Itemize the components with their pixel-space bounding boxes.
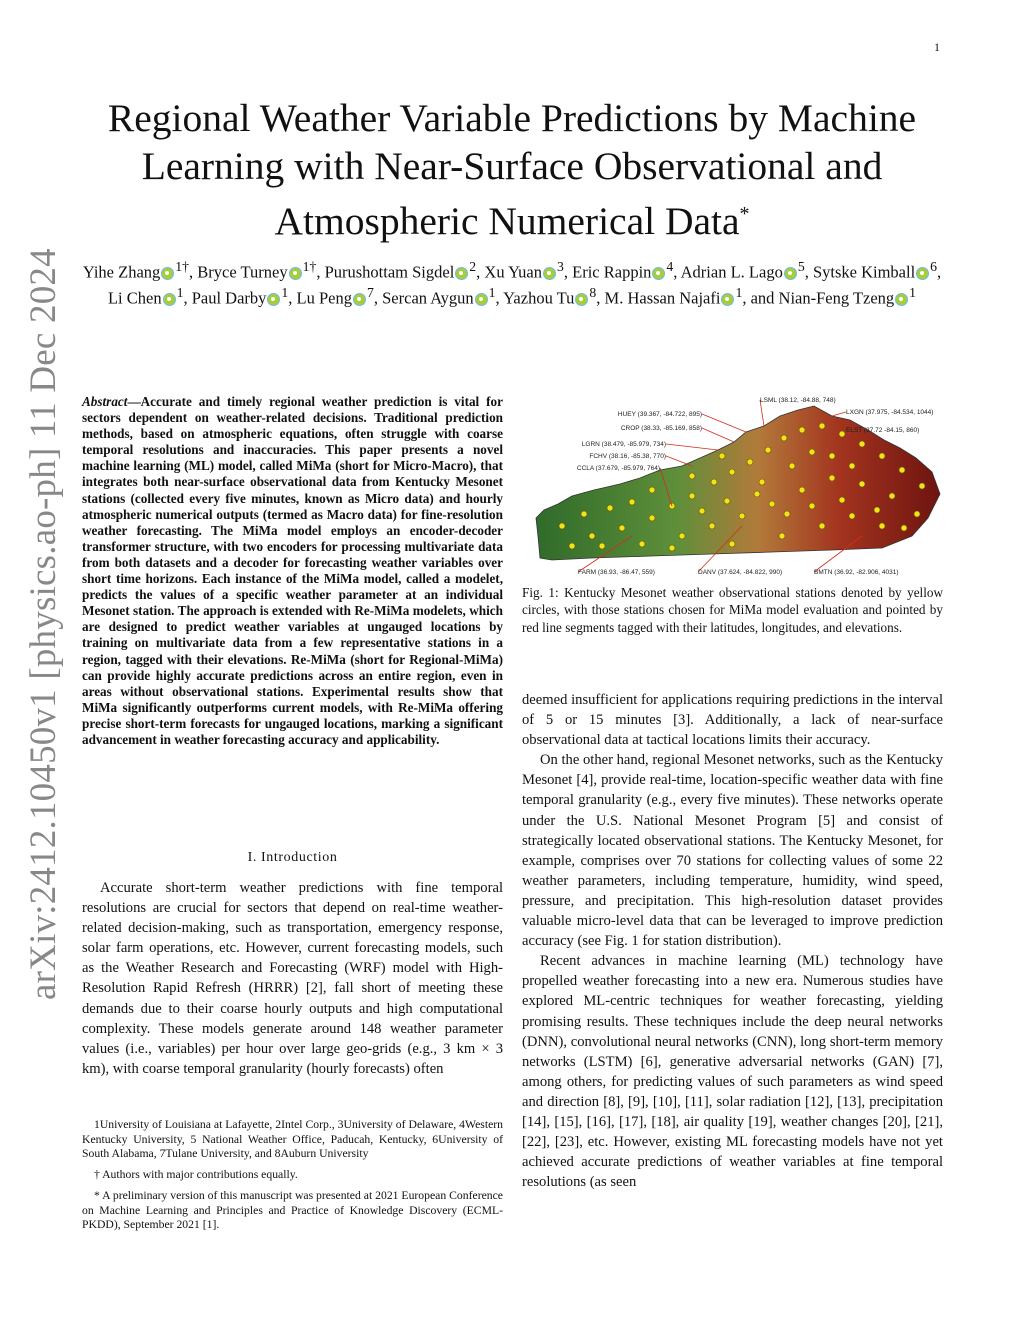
station-label: LGRN (38.479, -85.979, 734) <box>581 441 666 448</box>
station-dot <box>839 497 845 503</box>
footnotes <box>82 1118 503 1239</box>
orcid-icon[interactable] <box>916 267 929 280</box>
station-dot <box>569 543 575 549</box>
figure-caption: Fig. 1: Kentucky Mesonet weather observational stations denoted by yellow circles, with those stations chosen for MiMa model evaluation and pointed by red line segments tagged with their latitudes, longitudes, and elevations. <box>522 585 943 635</box>
station-dot <box>849 463 855 469</box>
author-name: Lu Peng <box>296 288 352 308</box>
intro-paragraph: Accurate short-term weather predictions with fine temporal resolutions are crucial for sectors that depend on real-time weather-related decision-making, such as transportation, emergency response, solar farm operations, etc. However, current forecasting models, such as the Weather Research and Forecasting (WRF) model with High-Resolution Rapid Refresh (HRRR) [2], fall short of meeting these demands due to their coarse hourly outputs and high computational complexity. These models generate around 148 weather parameter values (i.e., variables) per hour over large geo-grids (e.g., 3 km × 3 km), with coarse temporal granularity (hourly forecasts) often <box>82 880 503 1077</box>
station-dot <box>799 427 805 433</box>
station-label: LXGN (37.975, -84.534, 1044) <box>846 409 934 416</box>
orcid-icon[interactable] <box>895 293 908 306</box>
arxiv-identifier[interactable]: arXiv:2412.10450v1 [physics.ao-ph] 11 Dec 2024 <box>23 248 64 1000</box>
station-dot <box>809 503 815 509</box>
orcid-icon[interactable] <box>163 293 176 306</box>
station-dot <box>784 511 790 517</box>
station-dot <box>689 493 695 499</box>
author-affiliation: 1 <box>909 285 917 300</box>
author-affiliation: 1 <box>735 285 743 300</box>
author-name: Sytske Kimball <box>812 262 916 282</box>
station-dot <box>914 511 920 517</box>
author-affiliation: 1 <box>488 285 496 300</box>
station-dot <box>679 533 685 539</box>
station-dot <box>874 507 880 513</box>
author-name: Adrian L. Lago <box>680 262 783 282</box>
station-dot <box>581 511 587 517</box>
station-dot <box>901 525 907 531</box>
author-affiliation: 1† <box>175 259 190 274</box>
orcid-icon[interactable] <box>784 267 797 280</box>
station-dot <box>889 493 895 499</box>
orcid-icon[interactable] <box>543 267 556 280</box>
station-dot <box>781 435 787 441</box>
station-dot <box>689 473 695 479</box>
author-name: Eric Rappin <box>572 262 652 282</box>
kentucky-mesonet-map <box>532 386 944 578</box>
paper-title <box>80 94 944 245</box>
station-dot <box>559 523 565 529</box>
station-dot <box>709 523 715 529</box>
author-affiliation: 4 <box>666 259 674 274</box>
author-name: M. Hassan Najafi <box>604 288 721 308</box>
station-dot <box>639 541 645 547</box>
footnote-affiliations: 1University of Louisiana at Lafayette, 2Intel Corp., 3University of Delaware, 4Western Kentucky University, 5 National Weather Office, Paducah, Kentucky, 6University of South Alabama, 7Tulane University, and 8Auburn University <box>82 1118 503 1161</box>
station-dot <box>789 463 795 469</box>
author-affiliation: 6 <box>930 259 938 274</box>
author-name: Paul Darby <box>191 288 267 308</box>
station-dot <box>769 501 775 507</box>
station-label: FARM (36.93, -86.47, 559) <box>578 569 655 576</box>
introduction-body <box>82 878 503 1079</box>
station-label: ELST (37.72 -84.15, 860) <box>846 427 920 434</box>
footnote-equal-contribution: † Authors with major contributions equally. <box>94 1168 298 1182</box>
station-dot <box>599 543 605 549</box>
station-label: DANV (37.624, -84.822, 990) <box>698 569 783 576</box>
author-affiliation: 8 <box>589 285 597 300</box>
station-label: LSML (38.12, -84.88, 748) <box>760 397 836 404</box>
station-dot <box>809 449 815 455</box>
station-dot <box>669 545 675 551</box>
station-callout-line <box>702 414 746 432</box>
author-affiliation: 2 <box>469 259 477 274</box>
station-dot <box>799 487 805 493</box>
station-dot <box>649 515 655 521</box>
station-dot <box>711 479 717 485</box>
station-dot <box>849 513 855 519</box>
footnote-preliminary: * A preliminary version of this manuscript was presented at 2021 European Conference on Machine Learning and Principles and Practice of Knowledge Discovery (ECML-PKDD), September 2021 [1]. <box>82 1188 503 1232</box>
station-dot <box>819 523 825 529</box>
author-name: Yihe Zhang <box>82 262 161 282</box>
author-name: Sercan Aygun <box>382 288 474 308</box>
abstract <box>82 394 503 748</box>
station-dot <box>607 505 613 511</box>
station-label: FCHV (38.16, -85.38, 770) <box>589 453 666 460</box>
station-dot <box>754 491 760 497</box>
station-dot <box>829 453 835 459</box>
station-dot <box>759 479 765 485</box>
abstract-text: —Accurate and timely regional weather prediction is vital for sectors dependent on weather-related decisions. Traditional prediction methods, based on atmospheric equations, often struggle with coarse temporal resolutions and inaccuracies. This paper presents a novel machine learning (ML) model, called MiMa (short for Micro-Macro), that integrates both near-surface observational data from Kentucky Mesonet stations (collected every five minutes, known as Micro data) and hourly atmospheric numerical outputs (termed as Macro data) for fine-resolution weather forecasting. The MiMa model employs an encoder-decoder transformer structure, with two encoders for processing multivariate data from both datasets and a decoder for forecasting weather variables over short time horizons. Each instance of the MiMa model, called a modelet, predicts the values of a specific weather parameter at an individual Mesonet station. The approach is extended with Re-MiMa modelets, which are designed to predict weather variables at ungauged locations by training on multivariate data from a few representative stations in a region, tagged with their elevations. Re-MiMa (short for Regional-MiMa) can provide highly accurate predictions across an entire region, even in areas without observational stations. Experimental results show that MiMa significantly outperforms current models, with Re-MiMa offering precise short-term forecasts for ungauged locations, marking a significant advancement in weather forecasting accuracy and applicability. <box>82 394 503 747</box>
station-dot <box>719 453 725 459</box>
author-name: Li Chen <box>107 288 162 308</box>
right-column-body <box>522 690 943 1192</box>
station-dot <box>859 441 865 447</box>
title-text: Regional Weather Variable Predictions by Machine Learning with Near-Surface Observational and Atmospheric Numerical Data <box>107 96 917 244</box>
station-dot <box>859 481 865 487</box>
author-affiliation: 1 <box>281 285 289 300</box>
author-affiliation: 1† <box>302 259 317 274</box>
station-dot <box>619 525 625 531</box>
station-dot <box>919 483 925 489</box>
author-affiliation: 7 <box>367 285 374 300</box>
orcid-icon[interactable] <box>267 293 280 306</box>
author-affiliation: 5 <box>797 259 805 274</box>
orcid-icon[interactable] <box>575 293 588 306</box>
kentucky-map-graphic <box>532 386 944 578</box>
author-name: Nian-Feng Tzeng <box>778 288 895 308</box>
orcid-icon[interactable] <box>353 293 366 306</box>
station-dot <box>629 499 635 505</box>
author-name: Xu Yuan <box>484 262 543 282</box>
page-number: 1 <box>934 40 940 54</box>
orcid-icon[interactable] <box>652 267 665 280</box>
station-label: CCLA (37.679, -85.979, 764) <box>576 465 660 472</box>
station-dot <box>819 423 825 429</box>
station-dot <box>589 533 595 539</box>
author-affiliation: 3 <box>557 259 564 274</box>
title-footnote-mark: * <box>739 203 750 225</box>
station-dot <box>649 487 655 493</box>
station-label: BMTN (36.92, -82.906, 4031) <box>814 569 899 576</box>
orcid-icon[interactable] <box>475 293 488 306</box>
orcid-icon[interactable] <box>455 267 468 280</box>
station-dot <box>829 475 835 481</box>
station-label: HUEY (39.367, -84.722, 895) <box>617 411 702 418</box>
station-callout-line <box>832 412 846 416</box>
author-affiliation: 1 <box>176 285 184 300</box>
station-dot <box>839 431 845 437</box>
paragraph-3: Recent advances in machine learning (ML) technology have propelled weather forecasting into a new era. Numerous studies have explored ML-centric techniques for weather forecasting, yielding promising results. These techniques include the deep neural networks (DNN), convolutional neural networks (CNN), long short-term memory networks (LSTM) [6], generative adversarial networks (GAN) [7], among others, for predicting values of such parameters as wind speed and direction [8], [9], [10], [11], solar radiation [12], [13], precipitation [14], [15], [16], [17], [18], air quality [19], weather changes [20], [21], [22], [23], etc. However, existing ML forecasting models have not yet achieved accurate predictions of weather variables at fine temporal resolutions (as seen <box>522 953 943 1191</box>
author-name: Purushottam Sigdel <box>324 262 455 282</box>
station-dot <box>724 498 730 504</box>
station-callout-line <box>702 428 734 442</box>
station-dot <box>879 453 885 459</box>
section-heading-introduction: I. Introduction <box>247 850 338 865</box>
station-dot <box>739 513 745 519</box>
station-dot <box>765 447 771 453</box>
station-dot <box>879 523 885 529</box>
orcid-icon[interactable] <box>721 293 734 306</box>
station-callout-line <box>666 444 718 450</box>
author-name: Yazhou Tu <box>503 288 575 308</box>
author-list: Yihe Zhang $^{1\dagger}$, Bryce Turney $^{1\dagger}$, Purushottam Sigdel $^2$, Xu Yuan $^3$, Eric Rappin $^4$, Adrian L. Lago $^5$, Sytske Kimball $^6$, Li Chen $^1$, Paul Darby $^1$, Lu Peng $^7$, Sercan Aygun $^1$, Yazhou Tu $^8$, M. Hassan Najafi $^1$, and Nian-Feng Tzeng $^1$ <box>82 259 942 308</box>
orcid-icon[interactable] <box>161 267 174 280</box>
station-dot <box>729 469 735 475</box>
abstract-label: Abstract <box>82 394 128 409</box>
station-dot <box>899 467 905 473</box>
paragraph-2: On the other hand, regional Mesonet networks, such as the Kentucky Mesonet [4], provide real-time, location-specific weather data with fine temporal granularity (e.g., every five minutes). These networks operate under the U.S. National Mesonet Program [5] and consist of strategically located observational stations. The Kentucky Mesonet, for example, comprises over 70 stations for collecting values of some 22 weather parameters, including temperature, humidity, wind speed, pressure, and precipitation. This high-resolution dataset provides valuable micro-level data that can be leveraged to improve prediction accuracy (see Fig. 1 for station distribution). <box>522 752 943 950</box>
station-dot <box>747 459 753 465</box>
author-name: Bryce Turney <box>197 262 288 282</box>
station-label: CROP (38.33, -85.169, 858) <box>620 425 702 432</box>
station-dot <box>729 541 735 547</box>
station-dot <box>779 533 785 539</box>
station-dot <box>699 508 705 514</box>
orcid-icon[interactable] <box>289 267 302 280</box>
station-callout-line <box>666 456 692 466</box>
paragraph-1: deemed insufficient for applications requiring predictions in the interval of 5 or 15 minutes [3]. Additionally, a lack of near-surface observational data at tactical locations limits their accuracy. <box>522 692 943 749</box>
